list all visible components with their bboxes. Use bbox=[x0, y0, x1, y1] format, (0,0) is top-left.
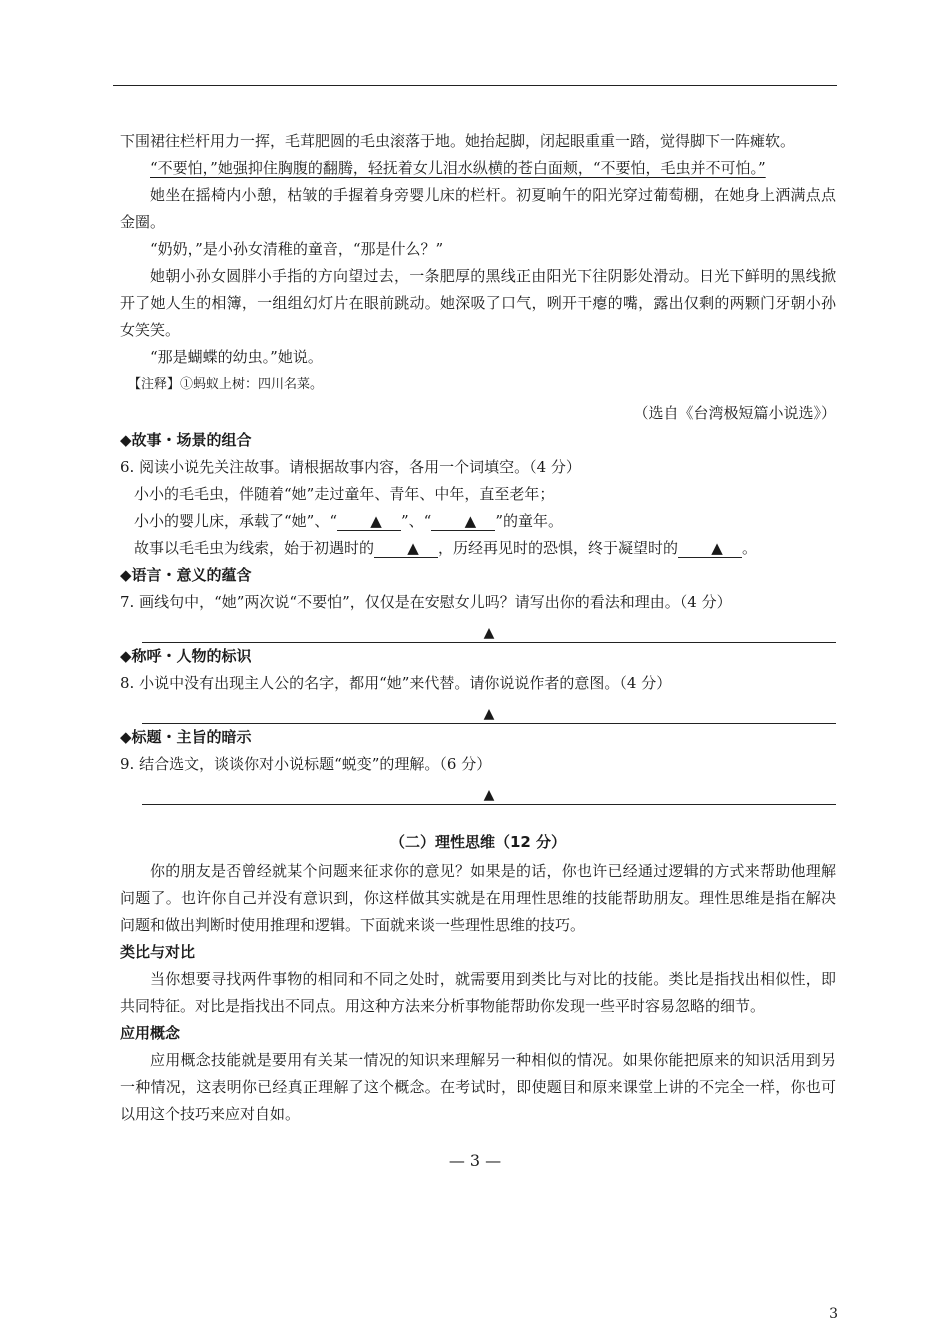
page-content bbox=[120, 128, 836, 1128]
story-paragraph: 她朝小孙女圆胖小手指的方向望过去，一条肥厚的黑线正由阳光下往阴影处滑动。日光下鲜明的黑线掀开了她人生的相簿，一组组幻灯片在眼前跳动。她深吸了口气，咧开干瘪的嘴，露出仅剩的两颗门牙朝小孙女笑笑。 bbox=[120, 267, 836, 339]
page-number: — 3 — bbox=[448, 1151, 502, 1170]
corner-page-number: 3 bbox=[829, 1306, 838, 1322]
article-paragraph: 你的朋友是否曾经就某个问题来征求你的意见？如果是的话，你也许已经通过逻辑的方式来帮助他理解问题了。也许你自己并没有意识到，你这样做其实就是在用理性思维的技能帮助朋友。理性思维是指在解决问题和做出判断时使用推理和逻辑。下面就来谈一些理性思维的技巧。 bbox=[120, 862, 836, 934]
question-6-line-2: 小小的婴儿床，承载了“她”、“ ▲ ”、“ ▲ ”的童年。 bbox=[134, 512, 564, 530]
answer-line[interactable] bbox=[142, 778, 836, 805]
sub-heading: 类比与对比 bbox=[120, 943, 196, 961]
story-paragraph: “奶奶，”是小孙女清稚的童音，“那是什么？” bbox=[150, 240, 444, 258]
answer-line[interactable] bbox=[142, 616, 836, 643]
source-citation: （选自《台湾极短篇小说选》） bbox=[633, 404, 836, 422]
story-paragraph: 她坐在摇椅内小憩，枯皱的手握着身旁婴儿床的栏杆。初夏晌午的阳光穿过葡萄棚，在她身上洒满点点金圈。 bbox=[120, 186, 836, 231]
question-8: 8. 小说中没有出现主人公的名字，都用“她”来代替。请你说说作者的意图。（4 分） bbox=[120, 674, 672, 692]
story-paragraph: “那是蝴蝶的幼虫。”她说。 bbox=[150, 348, 323, 366]
question-6-line-1: 小小的毛毛虫，伴随着“她”走过童年、青年、中年，直至老年； bbox=[134, 485, 555, 503]
header-rule bbox=[113, 85, 837, 86]
question-7: 7. 画线句中，“她”两次说“不要怕”，仅仅是在安慰女儿吗？请写出你的看法和理由。（4 分） bbox=[120, 593, 732, 611]
triangle-mark: ▲ bbox=[483, 787, 495, 803]
story-paragraph: 下围裙往栏杆用力一挥，毛茸肥圆的毛虫滚落于地。她抬起脚，闭起眼重重一踏，觉得脚下一阵瘫软。 bbox=[120, 132, 796, 150]
part-title: （二）理性思维（12 分） bbox=[389, 833, 567, 851]
footnote: 【注释】①蚂蚁上树：四川名菜。 bbox=[128, 377, 324, 392]
triangle-mark: ▲ bbox=[483, 625, 495, 641]
answer-line[interactable] bbox=[142, 697, 836, 724]
article-paragraph: 应用概念技能就是要用有关某一情况的知识来理解另一种相似的情况。如果你能把原来的知识活用到另一种情况，这表明你已经真正理解了这个概念。在考试时，即使题目和原来课堂上讲的不完全一样，你也可以用这个技巧来应对自如。 bbox=[120, 1051, 836, 1123]
answer-blank[interactable]: ▲ bbox=[431, 512, 495, 531]
section-heading: ◆称呼・人物的标识 bbox=[120, 647, 252, 665]
triangle-mark: ▲ bbox=[483, 706, 495, 722]
question-6-line-3: 故事以毛毛虫为线索，始于初遇时的 ▲ ，历经再见时的恐惧，终于凝望时的 ▲ 。 bbox=[134, 539, 758, 557]
answer-blank[interactable]: ▲ bbox=[337, 512, 401, 531]
section-heading: ◆故事・场景的组合 bbox=[120, 431, 252, 449]
sub-heading: 应用概念 bbox=[120, 1024, 181, 1042]
answer-blank[interactable]: ▲ bbox=[374, 539, 438, 558]
question-6: 6. 阅读小说先关注故事。请根据故事内容，各用一个词填空。（4 分） bbox=[120, 458, 581, 476]
section-heading: ◆语言・意义的蕴含 bbox=[120, 566, 252, 584]
section-heading: ◆标题・主旨的暗示 bbox=[120, 728, 252, 746]
answer-blank[interactable]: ▲ bbox=[678, 539, 742, 558]
article-paragraph: 当你想要寻找两件事物的相同和不同之处时，就需要用到类比与对比的技能。类比是指找出相似性，即共同特征。对比是指找出不同点。用这种方法来分析事物能帮助你发现一些平时容易忽略的细节。 bbox=[120, 970, 836, 1015]
underlined-sentence: “不要怕，”她强抑住胸腹的翻腾，轻抚着女儿泪水纵横的苍白面颊，“不要怕，毛虫并不可怕。” bbox=[150, 159, 766, 177]
question-9: 9. 结合选文，谈谈你对小说标题“蜕变”的理解。（6 分） bbox=[120, 755, 492, 773]
